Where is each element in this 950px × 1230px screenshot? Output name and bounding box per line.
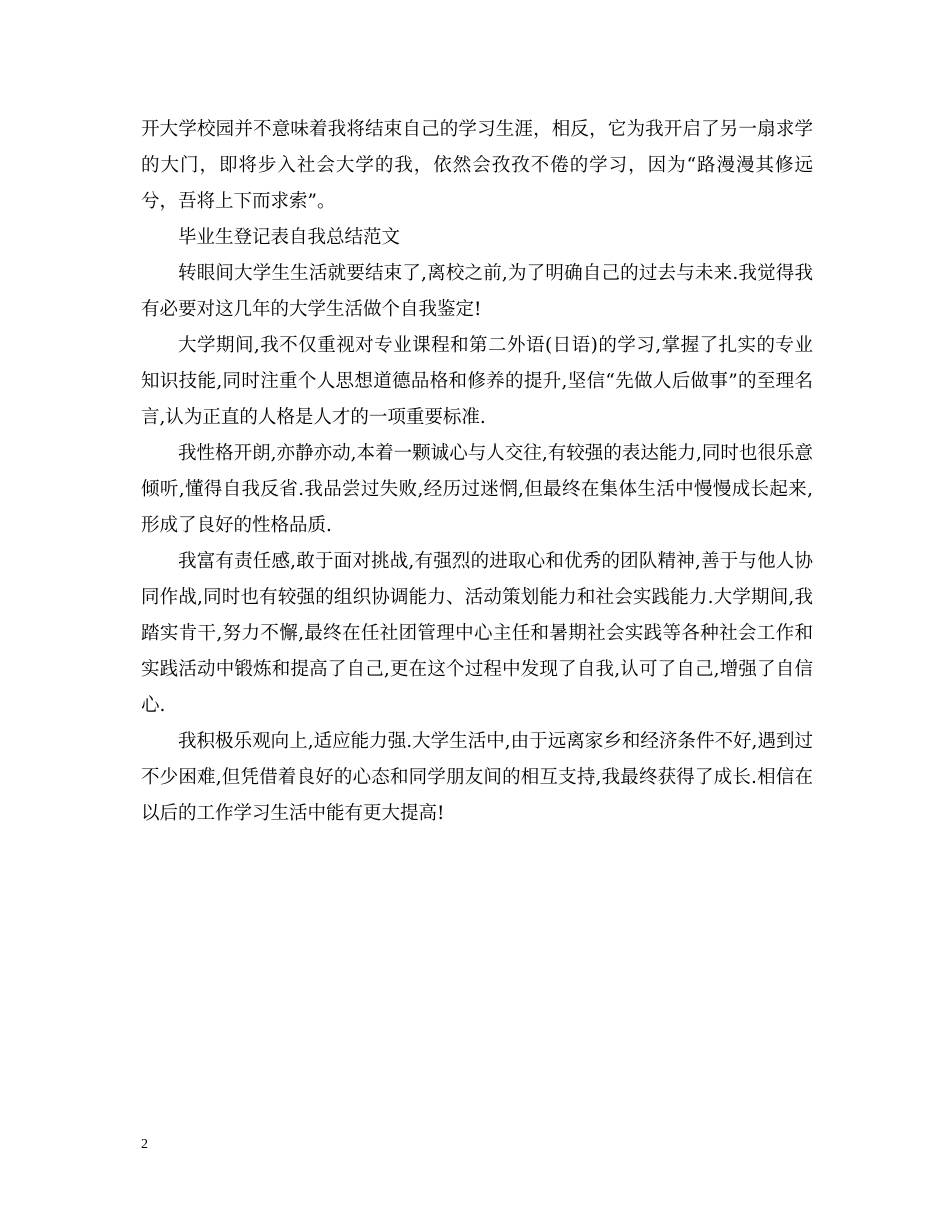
paragraph-personality: 我性格开朗,亦静亦动,本着一颗诚心与人交往,有较强的表达能力,同时也很乐意倾听,懂得自我反省.我品尝过失败,经历过迷惘,但最终在集体生活中慢慢成长起来,形成了良好的性格品质. bbox=[141, 443, 813, 536]
paragraph-study: 大学期间,我不仅重视对专业课程和第二外语(日语)的学习,掌握了扎实的专业知识技能,同时注重个人思想道德品格和修养的提升,坚信“先做人后做事”的至理名言,认为正直的人格是人才的一项重要标准. bbox=[141, 335, 813, 428]
paragraph-optimism: 我积极乐观向上,适应能力强.大学生活中,由于远离家乡和经济条件不好,遇到过不少困难,但凭借着良好的心态和同学朋友间的相互支持,我最终获得了成长.相信在以后的工作学习生活中能有更大提高! bbox=[141, 731, 813, 824]
paragraph-responsibility: 我富有责任感,敢于面对挑战,有强烈的进取心和优秀的团队精神,善于与他人协同作战,同时也有较强的组织协调能力、活动策划能力和社会实践能力.大学期间,我踏实肯干,努力不懈,最终在任社团管理中心主任和暑期社会实践等各种社会工作和实践活动中锻炼和提高了自己,更在这个过程中发现了自我,认可了自己,增强了自信心. bbox=[141, 551, 813, 716]
document-body bbox=[141, 112, 813, 832]
page-number: 2 bbox=[141, 1137, 148, 1152]
paragraph-intro: 转眼间大学生生活就要结束了,离校之前,为了明确自己的过去与未来.我觉得我有必要对这几年的大学生活做个自我鉴定! bbox=[141, 263, 813, 320]
section-heading: 毕业生登记表自我总结范文 bbox=[178, 227, 401, 248]
paragraph-continuation: 开大学校园并不意味着我将结束自己的学习生涯，相反，它为我开启了另一扇求学的大门，即将步入社会大学的我，依然会孜孜不倦的学习，因为“路漫漫其修远兮，吾将上下而求索”。 bbox=[141, 119, 813, 212]
